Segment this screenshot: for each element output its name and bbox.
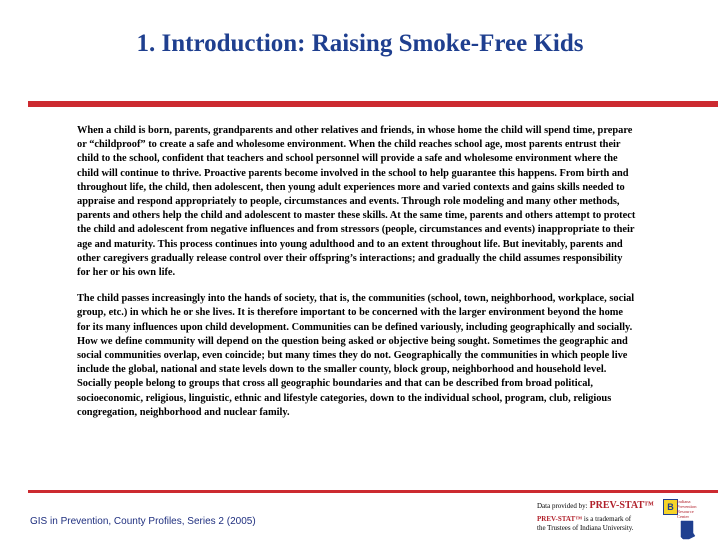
ipc-logo-tagline: Indiana Prevention Resource Center — [677, 499, 697, 519]
trademark-note — [537, 515, 634, 533]
paragraph-2: The child passes increasingly into the hands of society, that is, the communities (school, town, neighborhood, workplace, social group, etc.) in which he or she lives. It is therefore important to be concerned with the larger environment beyond the home for its many influences upon child development. Communities can be defined variously, including geographically and socially. How we define community will depend on the question being asked or objective being sought. Sometimes the geographic and social communities overlap, even coincide; but many times they do not. Geographically the communities in which people live include the global, national and state levels down to the smaller county, block group, neighborhood and household level. Socially people belong to groups that cross all geographic boundaries and that can be described from broad political, socioeconomic, religious, linguistic, ethnic and lifestyle categories, down to the individual school, program, club, religious congregation, neighborhood and nuclear family. — [77, 293, 635, 418]
trademark-text-2: the Trustees of Indiana University. — [537, 524, 634, 532]
trademark-text-1: is a trademark of — [582, 515, 632, 523]
paragraph-1: When a child is born, parents, grandparents and other relatives and friends, in whose home the child will spend time, prepare or “childproof” to create a safe and wholesome environment. When the child reaches school age, most parents entrust their child to the school, confident that teachers and school personnel will provide a safe and wholesome environment where the child will continue to thrive. Proactive parents become involved in the school to help guarantee this happens. From birth and throughout life, the child, then adolescent, then young adult experiences more and varied contexts and gains skills needed to appraise and respond appropriately to people, circumstances and events. Through role modeling and many other methods, parents and others help the child and adolescent to master these skills. At the same time, parents and others attempt to protect the child and adolescent from negative influences and from stressors (people, circumstances and events) inappropriate to their age and maturity. This process continues into young adulthood and to an extent throughout life. But inevitably, parents and other caregivers gradually release control over their offspring’s interactions; and gradually the child assumes responsibility for her or his own life. — [77, 125, 636, 279]
footer-credit — [537, 496, 717, 540]
footer-citation: GIS in Prevention, County Profiles, Series 2 (2005) — [30, 516, 256, 527]
provided-by-label: Data provided by: — [537, 502, 588, 510]
indiana-state-icon — [678, 520, 698, 540]
trademark-brand: PREV-STAT™ — [537, 515, 583, 523]
prev-stat-logo-text: PREV-STAT™ — [589, 500, 654, 511]
data-provider-line — [537, 500, 654, 511]
body-text — [77, 124, 637, 432]
footer-divider — [28, 490, 718, 493]
ipc-logo-badge: B — [663, 499, 678, 515]
title-divider — [28, 101, 718, 107]
slide-title: 1. Introduction: Raising Smoke-Free Kids — [136, 30, 584, 57]
